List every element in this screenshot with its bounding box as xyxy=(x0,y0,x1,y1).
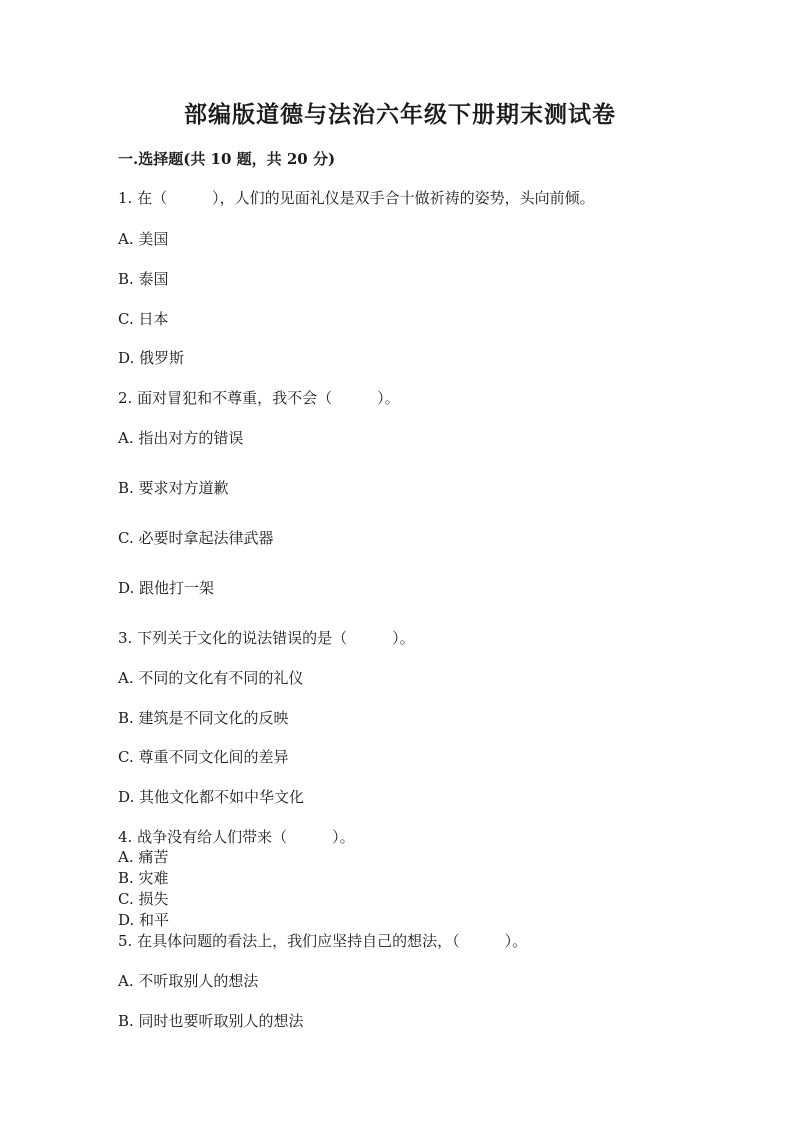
question-4-option-d: D. 和平 xyxy=(118,911,170,929)
question-2-option-c: C. 必要时拿起法律武器 xyxy=(118,529,274,547)
question-1-stem: 1. 在（ ），人们的见面礼仪是双手合十做祈祷的姿势，头向前倾。 xyxy=(118,189,595,207)
question-3-option-d: D. 其他文化都不如中华文化 xyxy=(118,788,305,806)
question-4-stem: 4. 战争没有给人们带来（ ）。 xyxy=(118,828,355,846)
question-2-option-b: B. 要求对方道歉 xyxy=(118,479,229,497)
question-3-option-a: A. 不同的文化有不同的礼仪 xyxy=(118,669,304,687)
question-5-stem: 5. 在具体问题的看法上，我们应坚持自己的想法，（ ）。 xyxy=(118,932,528,950)
question-1-option-c: C. 日本 xyxy=(118,310,169,328)
question-1-option-d: D. 俄罗斯 xyxy=(118,349,185,367)
question-2-stem: 2. 面对冒犯和不尊重，我不会（ ）。 xyxy=(118,389,400,407)
question-1-option-a: A. 美国 xyxy=(118,230,169,248)
question-4-option-c: C. 损失 xyxy=(118,890,169,908)
question-3-stem: 3. 下列关于文化的说法错误的是（ ）。 xyxy=(118,629,415,647)
question-3-option-c: C. 尊重不同文化间的差异 xyxy=(118,748,289,766)
question-2-option-a: A. 指出对方的错误 xyxy=(118,429,244,447)
section-heading: 一.选择题(共 10 题，共 20 分) xyxy=(118,150,336,168)
question-5-option-b: B. 同时也要听取别人的想法 xyxy=(118,1012,304,1030)
question-2-option-d: D. 跟他打一架 xyxy=(118,579,215,597)
page-title: 部编版道德与法治六年级下册期末测试卷 xyxy=(184,101,616,128)
question-4-option-a: A. 痛苦 xyxy=(118,848,169,866)
question-3-option-b: B. 建筑是不同文化的反映 xyxy=(118,709,289,727)
question-5-option-a: A. 不听取别人的想法 xyxy=(118,972,259,990)
question-4-option-b: B. 灾难 xyxy=(118,869,169,887)
question-1-option-b: B. 泰国 xyxy=(118,270,169,288)
